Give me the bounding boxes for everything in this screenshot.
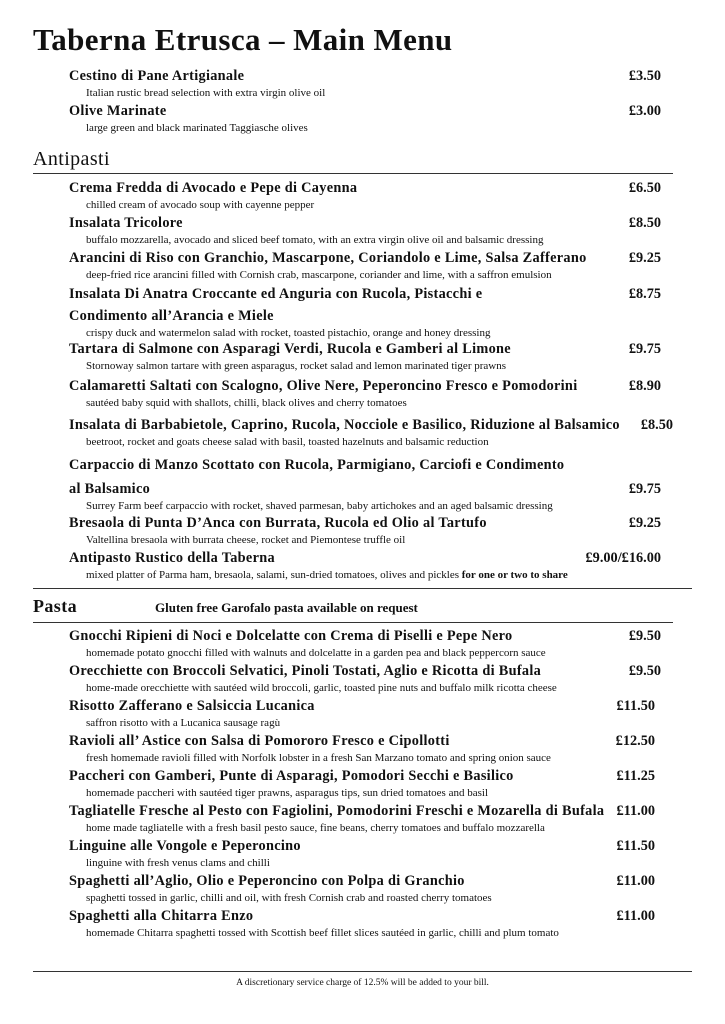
menu-item bbox=[69, 285, 661, 340]
item-description: saffron risotto with a Lucanica sausage ragù bbox=[86, 717, 281, 729]
menu-item bbox=[69, 67, 661, 100]
item-price: £9.00/£16.00 bbox=[585, 550, 661, 566]
item-price: £9.75 bbox=[628, 481, 661, 497]
menu-item bbox=[69, 872, 655, 905]
menu-item bbox=[69, 340, 661, 373]
menu-item bbox=[69, 549, 661, 582]
menu-item bbox=[69, 662, 661, 695]
menu-item bbox=[69, 179, 661, 212]
item-name: Risotto Zafferano e Salsiccia Lucanica bbox=[69, 698, 315, 714]
item-price: £11.00 bbox=[616, 873, 655, 889]
menu-item bbox=[69, 627, 661, 660]
item-price: £3.00 bbox=[628, 103, 661, 119]
item-description-text: mixed platter of Parma ham, bresaola, salami, sun-dried tomatoes, olives and pickles bbox=[86, 569, 459, 581]
item-description: buffalo mozzarella, avocado and sliced beef tomato, with an extra virgin olive oil and balsamic dressing bbox=[86, 234, 544, 246]
menu-item bbox=[69, 102, 661, 135]
section-divider bbox=[33, 173, 673, 174]
section-divider bbox=[33, 588, 692, 589]
menu-item bbox=[69, 214, 661, 247]
item-name: Calamaretti Saltati con Scalogno, Olive Nere, Peperoncino Fresco e Pomodorini bbox=[69, 378, 578, 394]
item-price: £9.75 bbox=[628, 341, 661, 357]
item-name: Ravioli all’ Astice con Salsa di Pomororo Fresco e Cipollotti bbox=[69, 733, 450, 749]
footer-divider bbox=[33, 971, 692, 972]
menu-item bbox=[69, 377, 661, 410]
item-description: homemade Chitarra spaghetti tossed with Scottish beef fillet slices sautéed in garlic, chilli and plum tomato bbox=[86, 927, 559, 939]
item-description: fresh homemade ravioli filled with Norfolk lobster in a fresh San Marzano tomato and spring onion sauce bbox=[86, 752, 551, 764]
item-description: homemade potato gnocchi filled with walnuts and dolcelatte in a garden pea and black peppercorn sauce bbox=[86, 647, 546, 659]
item-description: spaghetti tossed in garlic, chilli and oil, with fresh Cornish crab and roasted cherry tomatoes bbox=[86, 892, 492, 904]
item-price: £9.25 bbox=[628, 515, 661, 531]
item-price: £11.25 bbox=[616, 768, 655, 784]
item-name: Spaghetti all’Aglio, Olio e Peperoncino con Polpa di Granchio bbox=[69, 873, 465, 889]
item-name: Insalata di Barbabietole, Caprino, Rucola, Nocciole e Basilico, Riduzione al Balsamico bbox=[69, 417, 620, 433]
service-charge-note: A discretionary service charge of 12.5% will be added to your bill. bbox=[236, 978, 489, 988]
item-price: £8.75 bbox=[628, 286, 661, 302]
item-description: crispy duck and watermelon salad with rocket, toasted pistachio, orange and honey dressing bbox=[86, 327, 491, 339]
section-title-pasta: Pasta bbox=[33, 596, 77, 616]
item-price: £8.50 bbox=[628, 215, 661, 231]
item-name: Gnocchi Ripieni di Noci e Dolcelatte con Crema di Piselli e Pepe Nero bbox=[69, 628, 513, 644]
menu-item bbox=[69, 837, 655, 870]
menu-item bbox=[69, 907, 655, 940]
item-description: Valtellina bresaola with burrata cheese, rocket and Piemontese truffle oil bbox=[86, 534, 406, 546]
item-name: Cestino di Pane Artigianale bbox=[69, 68, 245, 84]
item-name: Crema Fredda di Avocado e Pepe di Cayenna bbox=[69, 180, 358, 196]
item-name: Bresaola di Punta D’Anca con Burrata, Rucola ed Olio al Tartufo bbox=[69, 515, 487, 531]
menu-item bbox=[69, 416, 673, 449]
item-description: Surrey Farm beef carpaccio with rocket, shaved parmesan, baby artichokes and an aged balsamic dressing bbox=[86, 500, 553, 512]
item-price: £12.50 bbox=[615, 733, 655, 749]
item-description: large green and black marinated Taggiasche olives bbox=[86, 122, 308, 134]
item-description: deep-fried rice arancini filled with Cornish crab, mascarpone, coriander and lime, with a saffron emulsion bbox=[86, 269, 552, 281]
item-name: Insalata Tricolore bbox=[69, 215, 183, 231]
item-description: home-made orecchiette with sautéed wild broccoli, garlic, toasted pine nuts and buffalo milk ricotta cheese bbox=[86, 682, 557, 694]
item-name-continued: Condimento all’Arancia e Miele bbox=[69, 308, 274, 324]
menu-item bbox=[69, 767, 655, 800]
item-price: £9.25 bbox=[628, 250, 661, 266]
menu-item bbox=[69, 249, 661, 282]
item-name: Arancini di Riso con Granchio, Mascarpone, Coriandolo e Lime, Salsa Zafferano bbox=[69, 250, 587, 266]
item-name: Paccheri con Gamberi, Punte di Asparagi, Pomodori Secchi e Basilico bbox=[69, 768, 514, 784]
item-name: Insalata Di Anatra Croccante ed Anguria con Rucola, Pistacchi e bbox=[69, 286, 483, 302]
item-price: £11.00 bbox=[616, 803, 655, 819]
item-description bbox=[86, 568, 661, 582]
menu-item bbox=[69, 732, 655, 765]
menu-item bbox=[69, 456, 661, 513]
item-description: home made tagliatelle with a fresh basil pesto sauce, fine beans, cherry tomatoes and buffalo mozzarella bbox=[86, 822, 545, 834]
item-price: £11.00 bbox=[616, 908, 655, 924]
item-price: £11.50 bbox=[616, 698, 655, 714]
item-name: Tagliatelle Fresche al Pesto con Fagiolini, Pomodorini Freschi e Mozarella di Bufala bbox=[69, 803, 605, 819]
item-name: Linguine alle Vongole e Peperoncino bbox=[69, 838, 301, 854]
item-description: sautéed baby squid with shallots, chilli, black olives and cherry tomatoes bbox=[86, 397, 407, 409]
section-note: Gluten free Garofalo pasta available on request bbox=[155, 600, 418, 615]
item-description: Stornoway salmon tartare with green asparagus, rocket salad and lemon marinated tiger prawns bbox=[86, 360, 506, 372]
item-price: £9.50 bbox=[628, 663, 661, 679]
item-name: Antipasto Rustico della Taberna bbox=[69, 550, 275, 566]
item-name: Spaghetti alla Chitarra Enzo bbox=[69, 908, 254, 924]
section-divider bbox=[33, 622, 673, 623]
item-price: £6.50 bbox=[628, 180, 661, 196]
item-name: Tartara di Salmone con Asparagi Verdi, Rucola e Gamberi al Limone bbox=[69, 341, 511, 357]
item-price: £8.90 bbox=[628, 378, 661, 394]
menu-item bbox=[69, 697, 655, 730]
page-title: Taberna Etrusca – Main Menu bbox=[33, 22, 453, 57]
item-description: linguine with fresh venus clams and chilli bbox=[86, 857, 270, 869]
section-title-antipasti: Antipasti bbox=[33, 148, 110, 170]
menu-item bbox=[69, 802, 655, 835]
item-name: Orecchiette con Broccoli Selvatici, Pinoli Tostati, Aglio e Ricotta di Bufala bbox=[69, 663, 542, 679]
item-name-continued: al Balsamico bbox=[69, 481, 151, 497]
item-price: £8.50 bbox=[640, 417, 673, 433]
menu-item bbox=[69, 514, 661, 547]
item-description: homemade paccheri with sautéed tiger prawns, asparagus tips, sun dried tomatoes and basil bbox=[86, 787, 488, 799]
item-description: chilled cream of avocado soup with cayenne pepper bbox=[86, 199, 315, 211]
item-description-note: for one or two to share bbox=[461, 569, 568, 581]
item-price: £11.50 bbox=[616, 838, 655, 854]
item-name: Carpaccio di Manzo Scottato con Rucola, Parmigiano, Carciofi e Condimento bbox=[69, 457, 565, 473]
item-description: beetroot, rocket and goats cheese salad with basil, toasted hazelnuts and balsamic reduction bbox=[86, 436, 489, 448]
item-price: £3.50 bbox=[628, 68, 661, 84]
item-description: Italian rustic bread selection with extra virgin olive oil bbox=[86, 87, 326, 99]
item-name: Olive Marinate bbox=[69, 103, 167, 119]
item-price: £9.50 bbox=[628, 628, 661, 644]
